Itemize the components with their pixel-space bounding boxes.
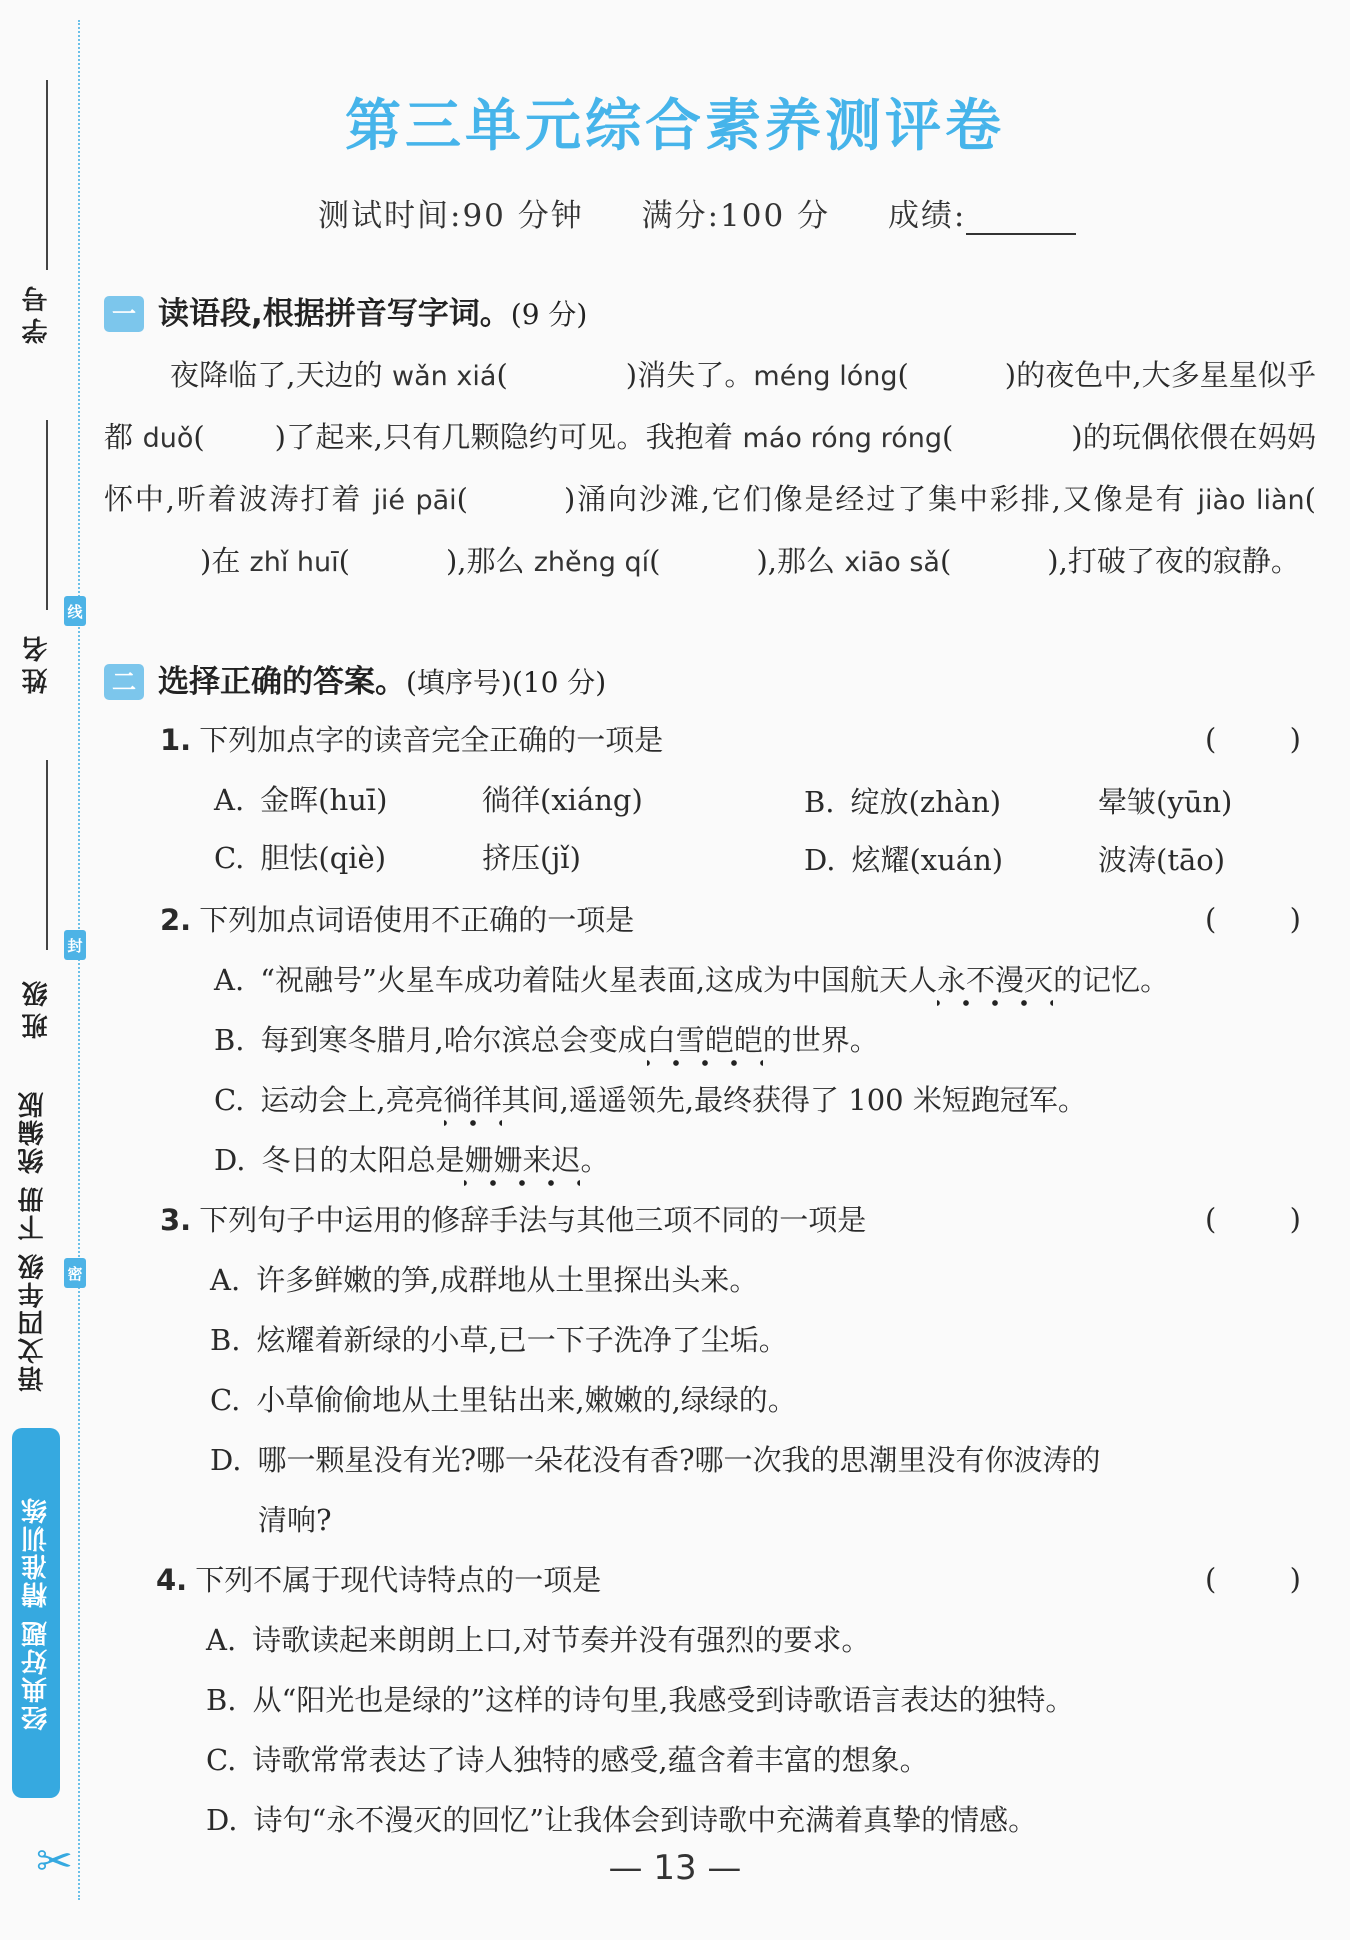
option-letter: A. (206, 1623, 237, 1657)
seal-seal-tag: 封 (64, 930, 86, 960)
paren-open: ( (939, 544, 952, 578)
para-text: ),打破了夜的寂静。 (1047, 544, 1300, 578)
option-1b[interactable] (804, 780, 1001, 821)
paren-close: ) (1289, 1202, 1301, 1236)
option-text: 金晖(huī) (260, 783, 388, 817)
paren-close: ) (1289, 902, 1301, 936)
paren-close: ) (1289, 722, 1301, 756)
question-3 (160, 1198, 866, 1239)
section-2-note: (填序号)(10 分) (406, 666, 607, 699)
section-1-note: (9 分) (510, 298, 588, 331)
cut-line (78, 20, 80, 1900)
section-1-header (104, 288, 587, 333)
option-3b[interactable] (210, 1318, 788, 1359)
option-3d-continued (258, 1498, 332, 1539)
section-1-title: 读语段,根据拼音写字词。 (158, 296, 511, 332)
question-stem: 下列句子中运用的修辞手法与其他三项不同的一项是 (199, 1203, 867, 1237)
question-4 (156, 1558, 601, 1599)
option-text: 运动会上,亮亮 (260, 1083, 444, 1117)
page-number: — 13 — (608, 1848, 742, 1888)
name-label: 姓名 (22, 630, 52, 694)
option-letter: C. (210, 1383, 241, 1417)
option-letter: D. (210, 1443, 242, 1477)
answer-paren[interactable] (1205, 722, 1301, 756)
option-letter: B. (210, 1323, 241, 1357)
option-text: 其间,遥遥领先,最终获得了 100 米短跑冠军。 (501, 1083, 1087, 1117)
class-label: 班级 (22, 975, 52, 1039)
paren-open: ( (1205, 902, 1217, 936)
option-text: 徜徉(xiáng) (482, 783, 643, 817)
paren-open: ( (338, 544, 350, 578)
option-text: 晕皱(yūn) (1098, 785, 1233, 819)
paren-open: ( (1205, 722, 1217, 756)
pinyin-prompt: zhěng qí (533, 547, 650, 578)
option-2a[interactable] (214, 958, 1169, 999)
option-text: 诗歌常常表达了诗人独特的感受,蕴含着丰富的想象。 (252, 1743, 929, 1777)
option-text: 从“阳光也是绿的”这样的诗句里,我感受到诗歌语言表达的独特。 (252, 1683, 1075, 1717)
question-number: 1. (160, 723, 192, 757)
binding-margin (0, 0, 90, 1940)
option-text: 的世界。 (762, 1023, 879, 1057)
para-text: ),那么 (756, 544, 845, 578)
pinyin-prompt: jiào liàn (1197, 485, 1305, 516)
option-text: 诗歌读起来朗朗上口,对节奏并没有强烈的要求。 (252, 1623, 871, 1657)
question-number: 3. (160, 1203, 192, 1237)
para-text: )消失了。 (625, 358, 754, 392)
option-4c[interactable] (206, 1738, 929, 1779)
question-1 (160, 718, 663, 759)
para-text: ),那么 (445, 544, 534, 578)
option-3a[interactable] (210, 1258, 758, 1299)
option-text: 冬日的太阳总是 (261, 1143, 465, 1177)
option-letter: B. (214, 1023, 245, 1057)
option-text: 哪一颗星没有光?哪一朵花没有香?哪一次我的思潮里没有你波涛的 (257, 1443, 1101, 1477)
para-text: )的夜色中,大多星星似乎都 (104, 358, 1316, 454)
option-4b[interactable] (206, 1678, 1074, 1719)
paren-open: ( (456, 482, 468, 516)
score-blank[interactable] (966, 207, 1076, 235)
option-text: 挤压(jǐ) (482, 841, 581, 875)
full-score: 满分:100 分 (641, 198, 831, 234)
para-text: 夜降临了,天边的 (170, 358, 393, 392)
paren-open: ( (941, 420, 954, 454)
option-letter: D. (804, 843, 836, 877)
option-3c[interactable] (210, 1378, 797, 1419)
question-stem: 下列加点词语使用不正确的一项是 (199, 903, 635, 937)
para-text: )了起来,只有几颗隐约可见。我抱着 (274, 420, 743, 454)
option-text: 诗句“永不漫灭的回忆”让我体会到诗歌中充满着真挚的情感。 (253, 1803, 1038, 1837)
option-2c[interactable] (214, 1078, 1087, 1119)
para-text: )在 (200, 544, 250, 578)
question-number: 4. (156, 1563, 188, 1597)
question-stem: 下列加点字的读音完全正确的一项是 (199, 723, 664, 757)
option-letter: B. (206, 1683, 237, 1717)
option-text: 小草偷偷地从土里钻出来,嫩嫩的,绿绿的。 (256, 1383, 797, 1417)
option-1a-word2 (482, 778, 643, 819)
pinyin-prompt: duǒ (142, 423, 194, 454)
section-2-badge: 二 (104, 664, 144, 700)
option-1d-word2 (1098, 838, 1225, 879)
option-text: 许多鲜嫩的笋,成群地从土里探出头来。 (256, 1263, 759, 1297)
option-1c-word2 (482, 836, 581, 877)
seal-close-tag: 密 (64, 1258, 86, 1288)
pinyin-prompt: jié pāi (373, 485, 457, 516)
option-text: 炫耀着新绿的小草,已一下子洗净了尘垢。 (256, 1323, 788, 1357)
option-letter: C. (214, 841, 245, 875)
class-line[interactable] (46, 760, 48, 950)
dotted-term: 徜徉 (444, 1083, 502, 1127)
dotted-term: 白雪皑皑 (647, 1023, 763, 1067)
paren-open: ( (496, 358, 508, 392)
option-letter: A. (210, 1263, 241, 1297)
option-3d[interactable] (210, 1438, 1101, 1479)
pinyin-prompt: wǎn xiá (392, 361, 497, 392)
para-text: )的玩偶依偎在妈妈怀中,听着波涛打着 (104, 420, 1316, 516)
option-2b[interactable] (214, 1018, 879, 1059)
section-1-badge: 一 (104, 296, 144, 332)
page-title: 第三单元综合素养测评卷 (345, 94, 1005, 159)
pinyin-prompt: máo róng róng (742, 423, 942, 454)
paren-open: ( (649, 544, 661, 578)
paren-open: ( (1205, 1562, 1217, 1596)
answer-paren[interactable] (1205, 1202, 1301, 1236)
paren-open: ( (193, 420, 205, 454)
question-stem: 下列不属于现代诗特点的一项是 (195, 1563, 602, 1597)
question-2 (160, 898, 634, 939)
brand-strip: 经典好题 精准训练 (12, 1428, 60, 1798)
exam-meta (318, 190, 1122, 235)
answer-paren[interactable] (1205, 1562, 1301, 1596)
section-2-header (104, 656, 606, 701)
option-1c[interactable] (214, 836, 386, 877)
option-letter: A. (214, 963, 245, 997)
book-label: 语文四年级 下册 统编版 (18, 1090, 48, 1393)
option-2d[interactable] (214, 1138, 609, 1179)
scissors-icon: ✂ (36, 1836, 73, 1887)
option-letter: D. (206, 1803, 238, 1837)
section-2-title: 选择正确的答案。 (158, 664, 406, 700)
option-text: 每到寒冬腊月,哈尔滨总会变成 (260, 1023, 647, 1057)
pinyin-prompt: méng lóng (753, 361, 898, 392)
option-text: 波涛(tāo) (1098, 843, 1226, 877)
option-letter: C. (206, 1743, 237, 1777)
dotted-term: 永不漫灭 (937, 963, 1053, 1007)
pinyin-paragraph (104, 345, 1316, 593)
option-text: 炫耀(xuán) (851, 843, 1004, 877)
option-text: 的记忆。 (1053, 963, 1170, 997)
pinyin-prompt: xiāo sǎ (844, 547, 940, 578)
score-label: 成绩: (887, 198, 967, 234)
option-text: 清响? (258, 1503, 332, 1537)
option-letter: D. (214, 1143, 246, 1177)
option-text: 绽放(zhàn) (850, 785, 1002, 819)
option-1d[interactable] (804, 838, 1003, 879)
name-line[interactable] (46, 420, 48, 610)
option-text: 。 (580, 1143, 610, 1177)
student-id-label: 学号 (22, 280, 52, 344)
para-text: )涌向沙滩,它们像是经过了集中彩排,又像是有 (563, 482, 1198, 516)
option-text: “祝融号”火星车成功着陆火星表面,这成为中国航天人 (260, 963, 938, 997)
option-1a[interactable] (214, 778, 387, 819)
pinyin-prompt: zhǐ huī (249, 547, 339, 578)
dotted-term: 姗姗来迟 (464, 1143, 580, 1187)
option-4a[interactable] (206, 1618, 870, 1659)
time-label: 测试时间:90 分钟 (318, 198, 584, 234)
paren-open: ( (1205, 1202, 1217, 1236)
paren-open: ( (1304, 482, 1316, 516)
paren-open: ( (897, 358, 909, 392)
seal-line-tag: 线 (64, 596, 86, 626)
option-text: 胆怯(qiè) (260, 841, 387, 875)
question-number: 2. (160, 903, 192, 937)
option-letter: C. (214, 1083, 245, 1117)
paren-close: ) (1289, 1562, 1301, 1596)
answer-paren[interactable] (1205, 902, 1301, 936)
option-letter: B. (804, 785, 835, 819)
option-letter: A. (214, 783, 245, 817)
option-1b-word2 (1098, 780, 1232, 821)
option-4d[interactable] (206, 1798, 1037, 1839)
